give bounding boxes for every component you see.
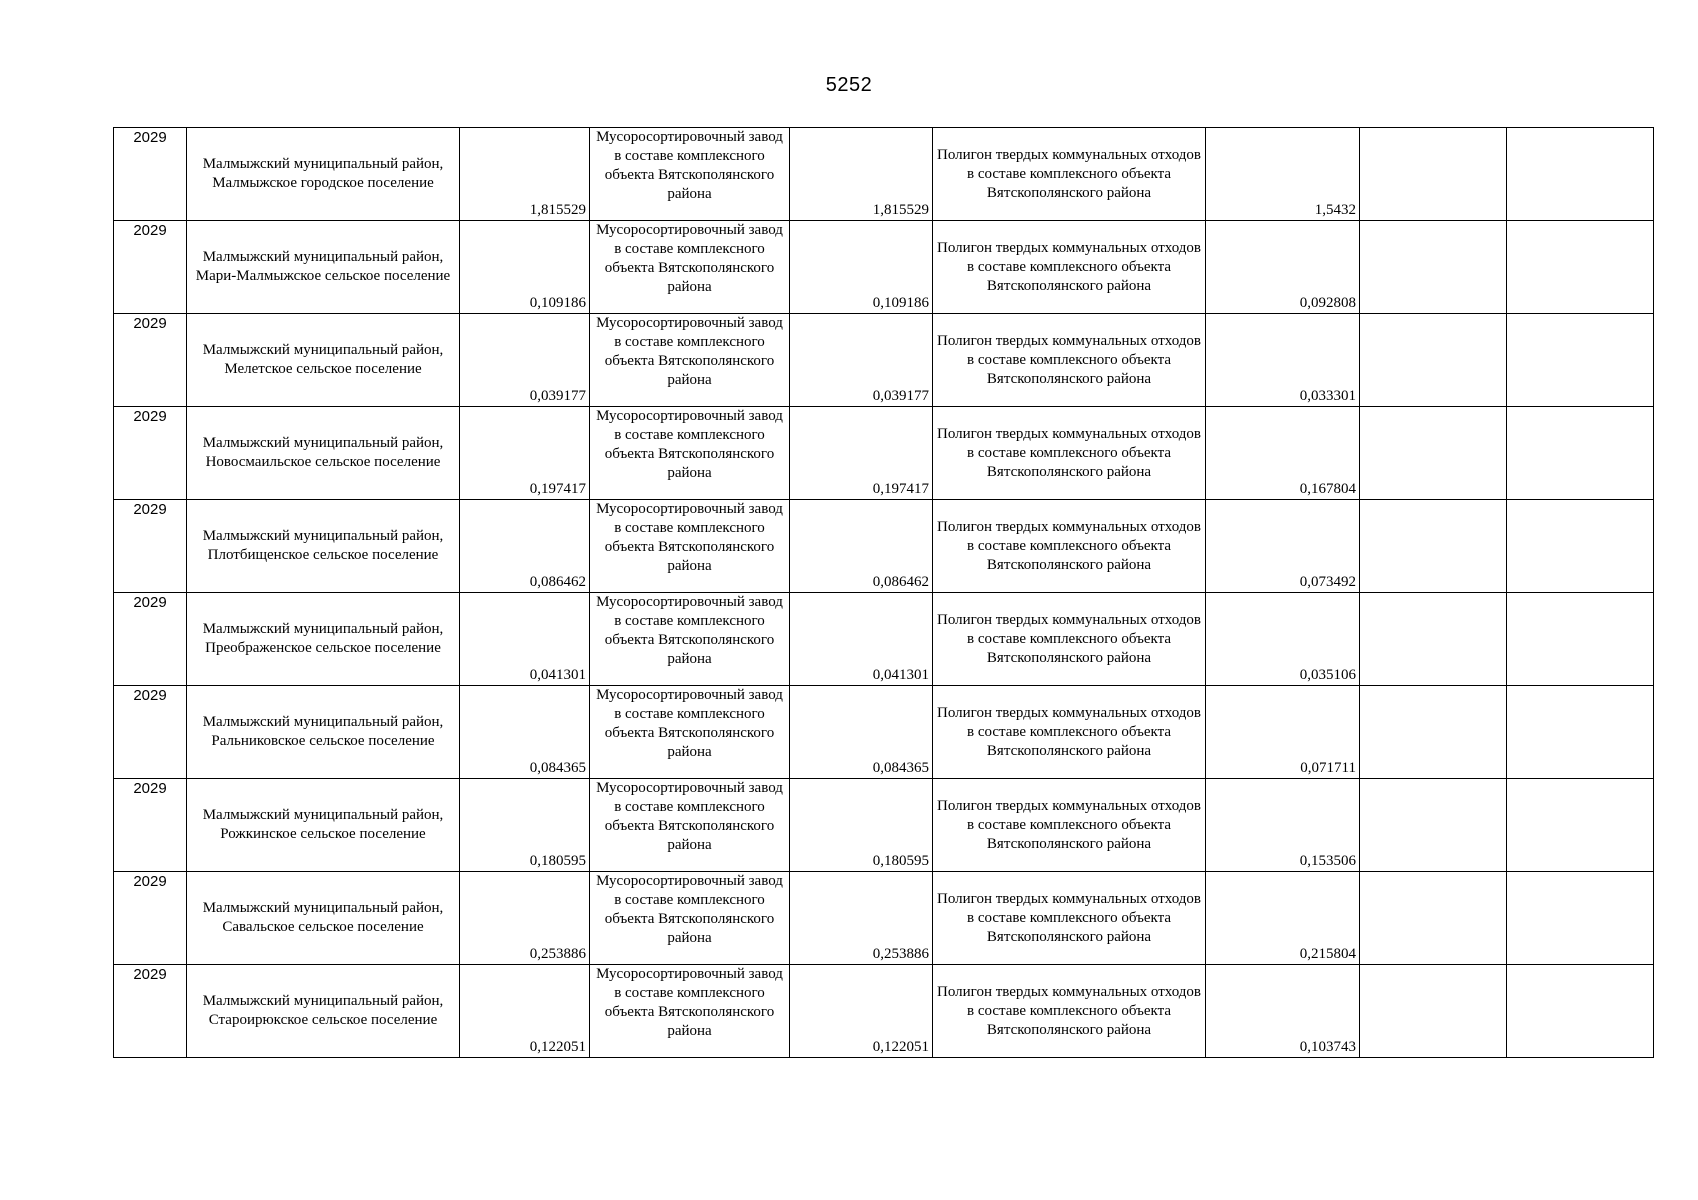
settlement-mass-cell: 0,084365 — [460, 686, 590, 779]
settlement-cell: Малмыжский муниципальный район, Плотбищенское сельское поселение — [187, 500, 460, 593]
settlement-cell: Малмыжский муниципальный район, Мари-Малмыжское сельское поселение — [187, 221, 460, 314]
empty-cell — [1507, 872, 1654, 965]
table-row — [114, 965, 1654, 1058]
empty-cell — [1360, 221, 1507, 314]
processing-mass-cell: 0,109186 — [790, 221, 933, 314]
settlement-mass-cell: 0,109186 — [460, 221, 590, 314]
table-row — [114, 779, 1654, 872]
table-row — [114, 500, 1654, 593]
table-row — [114, 407, 1654, 500]
settlement-cell: Малмыжский муниципальный район, Мелетское сельское поселение — [187, 314, 460, 407]
landfill-mass-cell: 0,153506 — [1206, 779, 1360, 872]
landfill-cell: Полигон твердых коммунальных отходов в составе комплексного объекта Вятскополянского района — [933, 128, 1206, 221]
year-cell: 2029 — [114, 128, 187, 221]
landfill-cell: Полигон твердых коммунальных отходов в составе комплексного объекта Вятскополянского района — [933, 314, 1206, 407]
year-cell: 2029 — [114, 965, 187, 1058]
settlement-cell: Малмыжский муниципальный район, Новосмаильское сельское поселение — [187, 407, 460, 500]
processing-facility-cell: Мусоросортировочный завод в составе комплексного объекта Вятскополянского района — [590, 500, 790, 593]
landfill-cell: Полигон твердых коммунальных отходов в составе комплексного объекта Вятскополянского района — [933, 686, 1206, 779]
processing-facility-cell: Мусоросортировочный завод в составе комплексного объекта Вятскополянского района — [590, 965, 790, 1058]
year-cell: 2029 — [114, 686, 187, 779]
empty-cell — [1360, 686, 1507, 779]
processing-facility-cell: Мусоросортировочный завод в составе комплексного объекта Вятскополянского района — [590, 872, 790, 965]
landfill-cell: Полигон твердых коммунальных отходов в составе комплексного объекта Вятскополянского района — [933, 593, 1206, 686]
empty-cell — [1360, 593, 1507, 686]
settlement-mass-cell: 0,253886 — [460, 872, 590, 965]
table-row — [114, 593, 1654, 686]
settlement-mass-cell: 1,815529 — [460, 128, 590, 221]
landfill-mass-cell: 0,215804 — [1206, 872, 1360, 965]
year-cell: 2029 — [114, 779, 187, 872]
landfill-mass-cell: 0,167804 — [1206, 407, 1360, 500]
settlement-cell: Малмыжский муниципальный район, Преображенское сельское поселение — [187, 593, 460, 686]
processing-facility-cell: Мусоросортировочный завод в составе комплексного объекта Вятскополянского района — [590, 779, 790, 872]
settlement-mass-cell: 0,039177 — [460, 314, 590, 407]
empty-cell — [1507, 407, 1654, 500]
settlement-cell: Малмыжский муниципальный район, Староирюкское сельское поселение — [187, 965, 460, 1058]
year-cell: 2029 — [114, 407, 187, 500]
empty-cell — [1507, 128, 1654, 221]
processing-mass-cell: 0,253886 — [790, 872, 933, 965]
table-row — [114, 872, 1654, 965]
year-cell: 2029 — [114, 314, 187, 407]
empty-cell — [1507, 965, 1654, 1058]
processing-mass-cell: 0,039177 — [790, 314, 933, 407]
empty-cell — [1507, 686, 1654, 779]
table-row — [114, 314, 1654, 407]
landfill-mass-cell: 0,103743 — [1206, 965, 1360, 1058]
processing-facility-cell: Мусоросортировочный завод в составе комплексного объекта Вятскополянского района — [590, 314, 790, 407]
settlement-mass-cell: 0,197417 — [460, 407, 590, 500]
processing-facility-cell: Мусоросортировочный завод в составе комплексного объекта Вятскополянского района — [590, 407, 790, 500]
year-cell: 2029 — [114, 872, 187, 965]
landfill-cell: Полигон твердых коммунальных отходов в составе комплексного объекта Вятскополянского района — [933, 500, 1206, 593]
empty-cell — [1360, 872, 1507, 965]
empty-cell — [1360, 965, 1507, 1058]
empty-cell — [1360, 128, 1507, 221]
empty-cell — [1507, 221, 1654, 314]
landfill-mass-cell: 0,033301 — [1206, 314, 1360, 407]
table-row — [114, 128, 1654, 221]
processing-mass-cell: 0,180595 — [790, 779, 933, 872]
settlement-mass-cell: 0,122051 — [460, 965, 590, 1058]
waste-flow-table — [113, 127, 1654, 1058]
processing-facility-cell: Мусоросортировочный завод в составе комплексного объекта Вятскополянского района — [590, 221, 790, 314]
processing-facility-cell: Мусоросортировочный завод в составе комплексного объекта Вятскополянского района — [590, 686, 790, 779]
empty-cell — [1360, 500, 1507, 593]
landfill-mass-cell: 0,035106 — [1206, 593, 1360, 686]
landfill-cell: Полигон твердых коммунальных отходов в составе комплексного объекта Вятскополянского района — [933, 779, 1206, 872]
processing-mass-cell: 0,122051 — [790, 965, 933, 1058]
processing-mass-cell: 0,041301 — [790, 593, 933, 686]
settlement-cell: Малмыжский муниципальный район, Ральниковское сельское поселение — [187, 686, 460, 779]
processing-mass-cell: 0,086462 — [790, 500, 933, 593]
processing-facility-cell: Мусоросортировочный завод в составе комплексного объекта Вятскополянского района — [590, 593, 790, 686]
empty-cell — [1507, 500, 1654, 593]
processing-mass-cell: 0,084365 — [790, 686, 933, 779]
empty-cell — [1360, 779, 1507, 872]
settlement-mass-cell: 0,086462 — [460, 500, 590, 593]
landfill-mass-cell: 0,073492 — [1206, 500, 1360, 593]
table-body — [114, 128, 1654, 1058]
empty-cell — [1360, 407, 1507, 500]
settlement-cell: Малмыжский муниципальный район, Савальское сельское поселение — [187, 872, 460, 965]
year-cell: 2029 — [114, 593, 187, 686]
landfill-cell: Полигон твердых коммунальных отходов в составе комплексного объекта Вятскополянского района — [933, 965, 1206, 1058]
settlement-cell: Малмыжский муниципальный район, Малмыжское городское поселение — [187, 128, 460, 221]
table-row — [114, 221, 1654, 314]
page-number: 5252 — [825, 74, 873, 96]
landfill-cell: Полигон твердых коммунальных отходов в составе комплексного объекта Вятскополянского района — [933, 872, 1206, 965]
landfill-cell: Полигон твердых коммунальных отходов в составе комплексного объекта Вятскополянского района — [933, 221, 1206, 314]
processing-mass-cell: 1,815529 — [790, 128, 933, 221]
landfill-mass-cell: 0,092808 — [1206, 221, 1360, 314]
settlement-mass-cell: 0,041301 — [460, 593, 590, 686]
table-row — [114, 686, 1654, 779]
landfill-mass-cell: 0,071711 — [1206, 686, 1360, 779]
year-cell: 2029 — [114, 221, 187, 314]
settlement-cell: Малмыжский муниципальный район, Рожкинское сельское поселение — [187, 779, 460, 872]
settlement-mass-cell: 0,180595 — [460, 779, 590, 872]
empty-cell — [1507, 779, 1654, 872]
empty-cell — [1360, 314, 1507, 407]
empty-cell — [1507, 593, 1654, 686]
processing-mass-cell: 0,197417 — [790, 407, 933, 500]
landfill-mass-cell: 1,5432 — [1206, 128, 1360, 221]
year-cell: 2029 — [114, 500, 187, 593]
landfill-cell: Полигон твердых коммунальных отходов в составе комплексного объекта Вятскополянского района — [933, 407, 1206, 500]
processing-facility-cell: Мусоросортировочный завод в составе комплексного объекта Вятскополянского района — [590, 128, 790, 221]
empty-cell — [1507, 314, 1654, 407]
